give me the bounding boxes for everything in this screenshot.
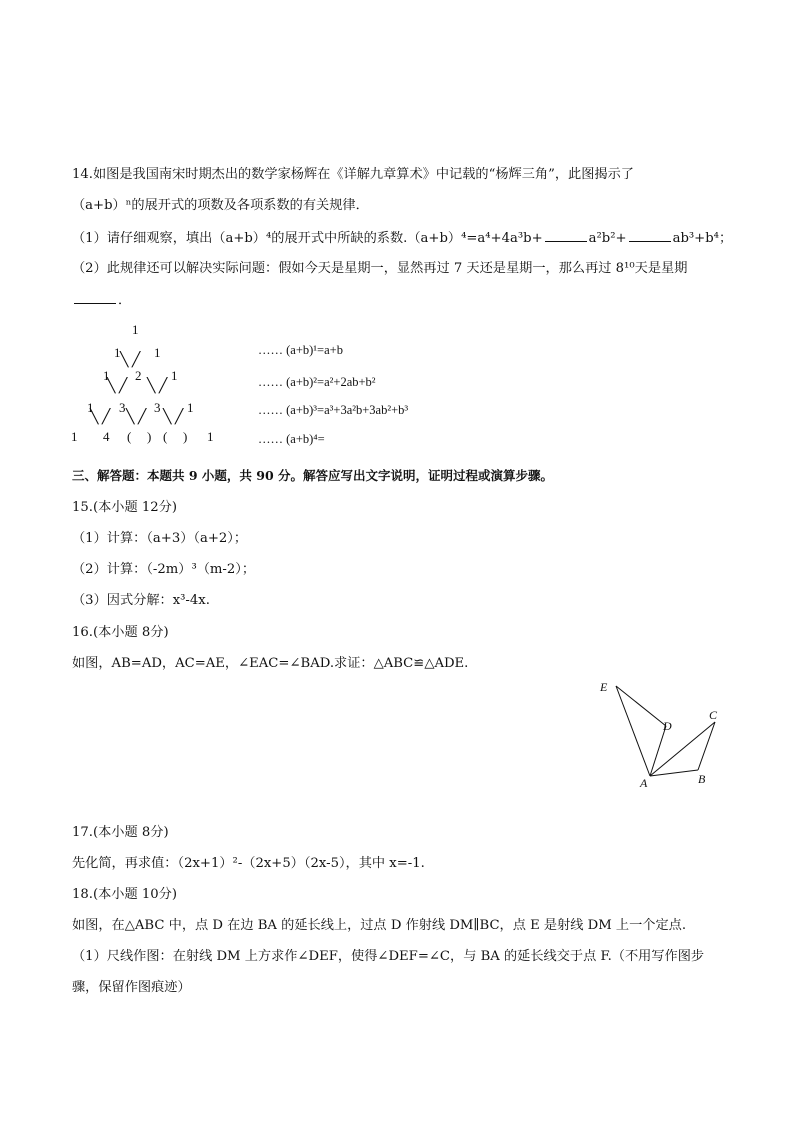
q17-title: 17.(本小题 8分) [72,825,169,840]
triangle-number: 1 [171,368,178,383]
triangle-number: 1 [114,345,121,360]
triangle-slashes: ╲ ╱ [120,353,141,368]
q14-line5 [72,291,131,310]
q15-part1: （1）计算：（a+3）（a+2）； [72,531,248,546]
q14-line3-suffix: ab³+b⁴； [672,231,733,246]
q14-line3-mid: a²b²+ [588,231,627,246]
triangle-number: 1 [154,345,161,360]
triangle-number: 1 [71,429,78,444]
q17-body: 先化简，再求值：（2x+1）²-（2x+5）（2x-5），其中 x=-1. [72,856,425,871]
q18-part1: （1）尺线作图：在射线 DM 上方求作∠DEF，使得∠DEF=∠C，与 BA 的延长线交于点 F.（不用写作图步 [72,949,705,964]
geometry-figure [590,672,730,797]
q14-line3-prefix: （1）请仔细观察，填出（a+b）⁴的展开式中所缺的系数.（a+b）⁴=a⁴+4a³b+ [72,231,543,246]
triangle-slashes: ╲ ╱ [90,410,111,425]
label-c: C [709,708,718,722]
q18-body: 如图，在△ABC 中，点 D 在边 BA 的延长线上，过点 D 作射线 DM∥BC，点 E 是射线 DM 上一个定点. [72,918,687,933]
q16-title: 16.(本小题 8分) [72,625,169,640]
label-a: A [640,776,648,790]
triangle-number: 1 [87,400,94,415]
formula-line: …… (a+b)¹=a+b [258,343,343,357]
triangle-number: 2 [135,368,142,383]
formula-line: …… (a+b)⁴= [258,432,325,446]
triangle-number: 3 [154,400,161,415]
triangle-number: 4 [103,429,110,444]
segment-da [650,726,666,776]
triangle-paren: ( [163,429,168,444]
triangle-paren: ) [183,429,188,444]
label-e: E [600,680,608,694]
triangle-number: 1 [187,400,194,415]
answer-blank-1[interactable] [545,229,587,242]
q15-title: 15.(本小题 12分) [72,500,177,515]
triangle-number: 1 [207,429,214,444]
triangle-slashes: ╲ ╱ [163,410,184,425]
triangle-slashes: ╲ ╱ [107,379,128,394]
q15-part3: （3）因式分解：x³-4x. [72,593,210,608]
triangle-number: 1 [103,368,110,383]
q18-part1-cont: 骤，保留作图痕迹） [72,980,191,995]
q14-line2: （a+b）ⁿ的展开式的项数及各项系数的有关规律． [72,198,369,213]
label-d: D [663,719,672,733]
answer-blank-2[interactable] [629,229,671,242]
triangle-slashes: ╲ ╱ [147,379,168,394]
q18-title: 18.(本小题 10分) [72,887,177,902]
triangle-number: 1 [132,322,139,337]
q14-line4: （2）此规律还可以解决实际问题：假如今天是星期一，显然再过 7 天还是星期一，那么再过 8¹⁰天是星期 [72,261,688,276]
formula-line: …… (a+b)³=a³+3a²b+3ab²+b³ [258,403,409,417]
q14-line1: 14.如图是我国南宋时期杰出的数学家杨辉在《详解九章算术》中记载的“杨辉三角”，此图揭示了 [72,167,634,182]
triangle-paren: ) [147,429,152,444]
q16-body: 如图，AB=AD，AC=AE，∠EAC=∠BAD.求证：△ABC≌△ADE. [72,656,469,671]
segment-ab [650,770,698,776]
q15-part2: （2）计算：（-2m）³（m-2）； [72,562,256,577]
answer-blank-3[interactable] [74,291,116,304]
triangle-paren: ( [127,429,132,444]
q14-line5-suffix: ． [118,293,132,308]
triangle-number: 3 [119,400,126,415]
label-b: B [698,772,706,786]
section-heading: 三、解答题：本题共 9 小题，共 90 分。解答应写出文字说明，证明过程或演算步骤。 [72,468,554,483]
q14-line3 [72,229,732,248]
triangle-slashes: ╲ ╱ [126,410,147,425]
formula-line: …… (a+b)²=a²+2ab+b² [258,375,376,389]
